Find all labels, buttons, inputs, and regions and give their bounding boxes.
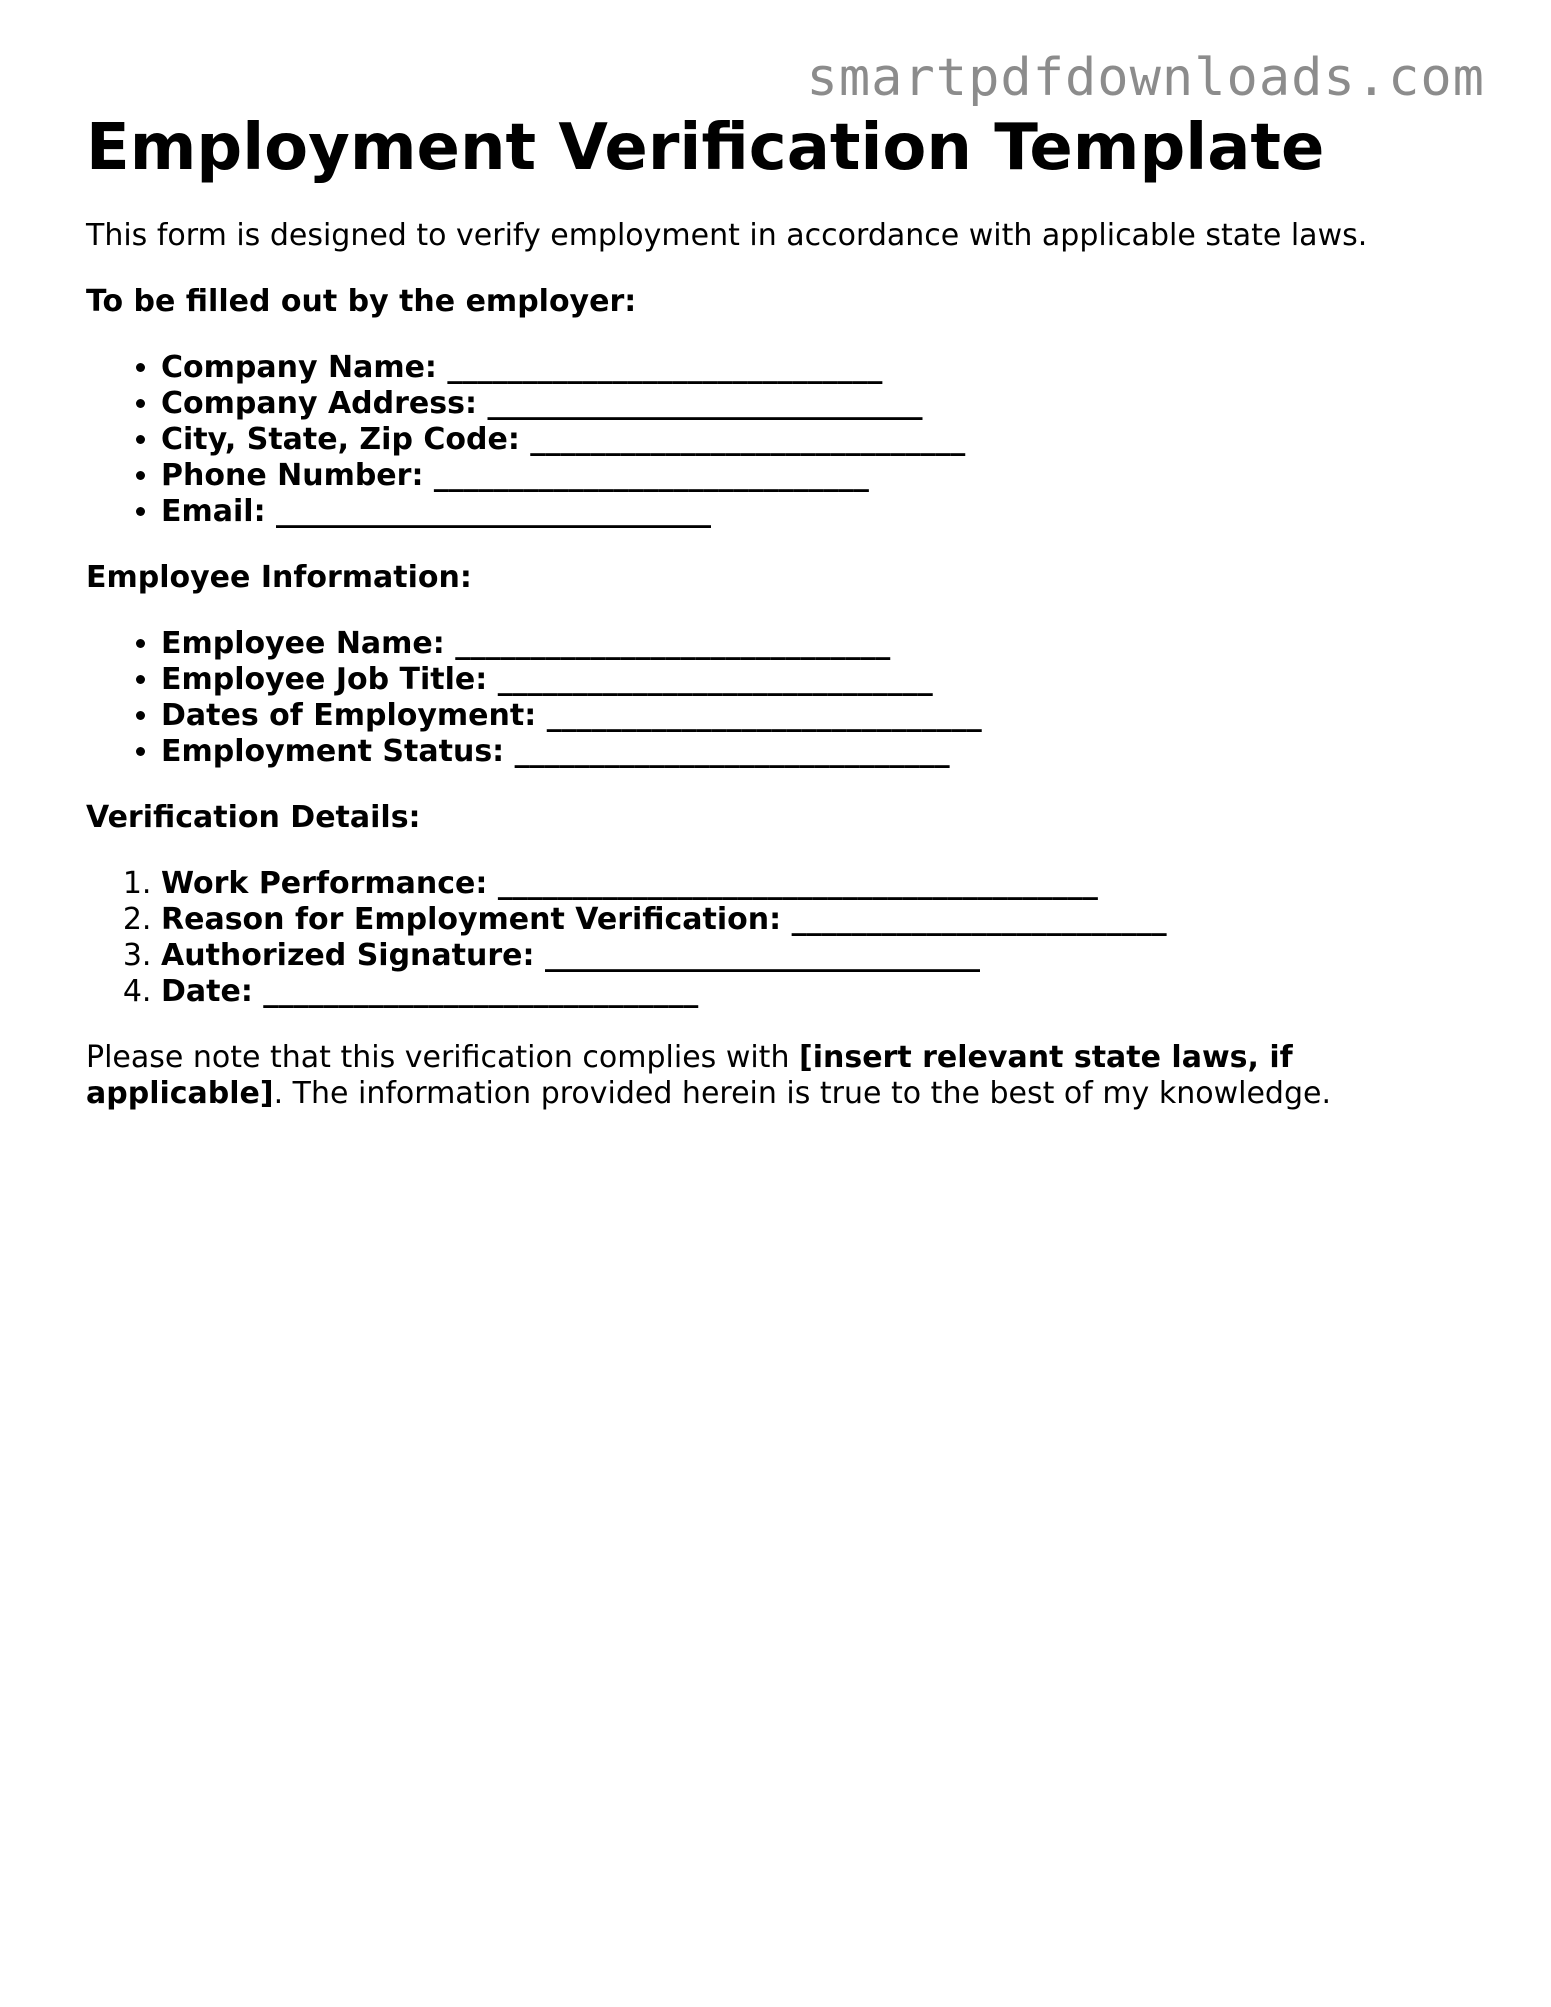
employer-section-heading: To be filled out by the employer: (86, 284, 637, 319)
field-label: Dates of Employment: (161, 698, 537, 733)
employer-fields-list (86, 350, 1476, 530)
fill-in-blank[interactable]: _____________________________ (544, 938, 980, 973)
verification-fields-list (86, 866, 1476, 1010)
field-employee-name[interactable] (161, 626, 1476, 662)
closing-placeholder: [insert relevant state laws, if applicable] (86, 1040, 1293, 1111)
fill-in-blank[interactable]: _____________________________ (263, 974, 699, 1009)
fill-in-blank[interactable]: _____________________________ (497, 662, 933, 697)
fill-in-blank[interactable]: _____________________________ (514, 734, 950, 769)
field-label: Email: (161, 494, 266, 529)
field-employee-job-title[interactable] (161, 662, 1476, 698)
field-dates-of-employment[interactable] (161, 698, 1476, 734)
field-label: Company Address: (161, 386, 477, 421)
employee-section-heading: Employee Information: (86, 560, 472, 595)
field-company-address[interactable] (161, 386, 1476, 422)
closing-text-start: Please note that this verification complies with (86, 1040, 799, 1075)
document-page (86, 108, 1476, 1112)
fill-in-blank[interactable]: _____________________________ (433, 458, 869, 493)
field-city-state-zip[interactable] (161, 422, 1476, 458)
fill-in-blank[interactable]: _____________________________ (447, 350, 883, 385)
field-authorized-signature[interactable] (161, 938, 1476, 974)
field-label: Authorized Signature: (161, 938, 535, 973)
verification-section-heading: Verification Details: (86, 800, 421, 835)
field-company-name[interactable] (161, 350, 1476, 386)
page-title: Employment Verification Template (86, 111, 1325, 185)
field-work-performance[interactable] (161, 866, 1476, 902)
fill-in-blank[interactable]: _____________________________ (455, 626, 891, 661)
field-label: Company Name: (161, 350, 437, 385)
field-label: Date: (161, 974, 253, 1009)
field-date[interactable] (161, 974, 1476, 1010)
field-employment-status[interactable] (161, 734, 1476, 770)
employee-fields-list (86, 626, 1476, 770)
fill-in-blank[interactable]: _____________________________ (546, 698, 982, 733)
field-label: Phone Number: (161, 458, 424, 493)
field-label: Employee Name: (161, 626, 445, 661)
field-label: City, State, Zip Code: (161, 422, 520, 457)
fill-in-blank[interactable]: _____________________________ (487, 386, 923, 421)
field-email[interactable] (161, 494, 1476, 530)
intro-text: This form is designed to verify employment in accordance with applicable state laws. (86, 218, 1368, 253)
closing-statement (86, 1040, 1476, 1112)
fill-in-blank[interactable]: _____________________________ (530, 422, 966, 457)
fill-in-blank[interactable]: _________________________ (791, 902, 1167, 937)
fill-in-blank[interactable]: _____________________________ (276, 494, 712, 529)
field-reason-for-verification[interactable] (161, 902, 1476, 938)
field-label: Employee Job Title: (161, 662, 488, 697)
field-phone-number[interactable] (161, 458, 1476, 494)
field-label: Employment Status: (161, 734, 505, 769)
fill-in-blank[interactable]: ________________________________________ (497, 866, 1098, 901)
field-label: Reason for Employment Verification: (161, 902, 782, 937)
field-label: Work Performance: (161, 866, 488, 901)
watermark: smartpdfdownloads.com (806, 48, 1485, 108)
closing-text-end: . The information provided herein is true to the best of my knowledge. (273, 1076, 1331, 1111)
